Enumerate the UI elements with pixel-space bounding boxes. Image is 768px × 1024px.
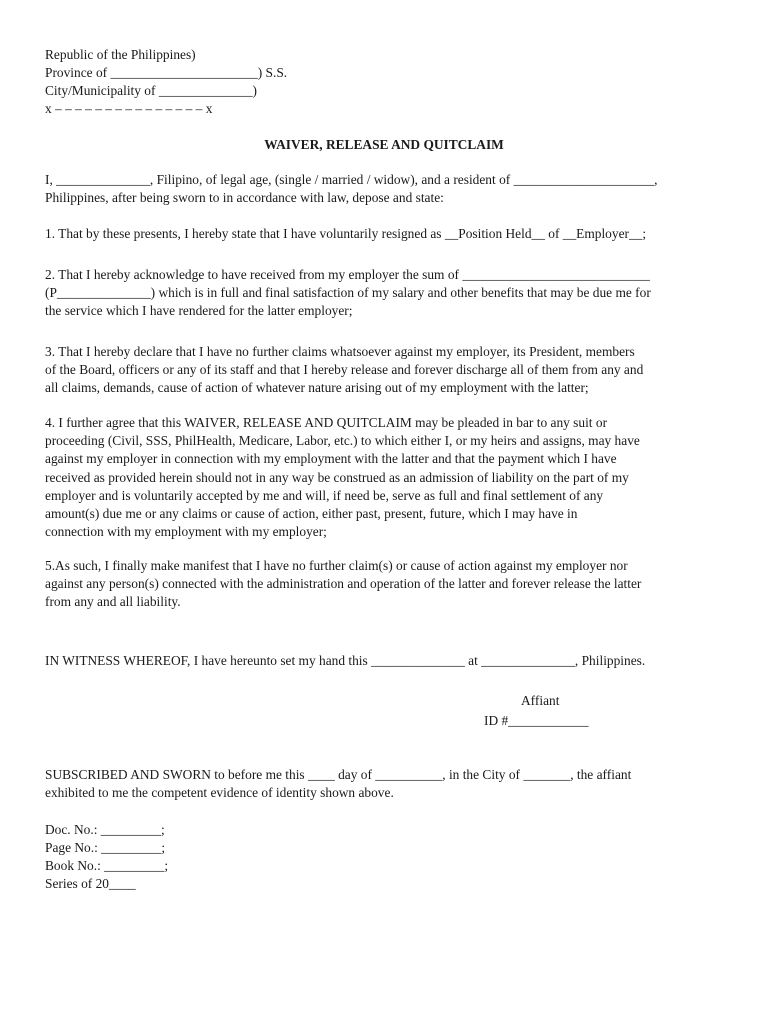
paragraph-4-line: employer and is voluntarily accepted by me and will, if need be, serve as full and final settlement of any	[45, 487, 604, 503]
paragraph-3-line: all claims, demands, cause of action of whatever nature arising out of my employment with the latter;	[45, 380, 589, 396]
witness-clause: IN WITNESS WHEREOF, I have hereunto set my hand this ______________ at ______________, Philippines.	[45, 653, 646, 668]
header-republic: Republic of the Philippines)	[45, 47, 196, 62]
paragraph-4-line: against my employer in connection with my employment with the latter and that the payment which I have	[45, 451, 617, 467]
paragraph-5-line: from any and all liability.	[45, 594, 181, 610]
header-province: Province of ______________________) S.S.	[45, 65, 288, 80]
paragraph-2	[45, 266, 725, 321]
doc-number: Doc. No.: _________;	[45, 822, 165, 837]
affiant-id-line: ID #____________	[484, 713, 589, 728]
paragraph-3-line: 3. That I hereby declare that I have no further claims whatsoever against my employer, its President, members	[45, 344, 635, 359]
page-number: Page No.: _________;	[45, 840, 166, 855]
paragraph-4-line: proceeding (Civil, SSS, PhilHealth, Medicare, Labor, etc.) to which either I, or my heirs and assigns, may have	[45, 433, 640, 449]
paragraph-5-line: 5.As such, I finally make manifest that I have no further claim(s) or cause of action against my employer nor	[45, 558, 628, 573]
paragraph-4-line: received as provided herein should not in any way be construed as an admission of liability on the part of my	[45, 469, 629, 485]
header-separator: x – – – – – – – – – – – – – – – x	[45, 101, 213, 116]
affiant-label: Affiant	[521, 693, 560, 708]
jurat-line: SUBSCRIBED AND SWORN to before me this ____ day of __________, in the City of _______, the affiant	[45, 767, 632, 782]
paragraph-3-line: of the Board, officers or any of its staff and that I hereby release and forever discharge all of them from any and	[45, 362, 644, 378]
intro-line: I, ______________, Filipino, of legal age, (single / married / widow), and a resident of _____________________,	[45, 172, 658, 187]
paragraph-4-line: 4. I further agree that this WAIVER, RELEASE AND QUITCLAIM may be pleaded in bar to any suit or	[45, 415, 608, 430]
paragraph-5	[45, 557, 725, 612]
paragraph-1	[45, 225, 725, 243]
jurat-line: exhibited to me the competent evidence of identity shown above.	[45, 785, 394, 801]
paragraph-4-line: connection with my employment with my employer;	[45, 524, 327, 540]
paragraph-3	[45, 343, 725, 398]
paragraph-2-line: (P______________) which is in full and final satisfaction of my salary and other benefits that may be due me for	[45, 285, 651, 301]
paragraph-2-line: 2. That I hereby acknowledge to have received from my employer the sum of ____________________________	[45, 267, 650, 282]
intro-line: Philippines, after being sworn to in accordance with law, depose and state:	[45, 190, 444, 206]
paragraph-5-line: against any person(s) connected with the administration and operation of the latter and forever release the latter	[45, 576, 642, 592]
paragraph-4	[45, 414, 725, 541]
series-year: Series of 20____	[45, 876, 136, 891]
paragraph-2-line: the service which I have rendered for the latter employer;	[45, 303, 353, 319]
book-number: Book No.: _________;	[45, 858, 169, 873]
jurat-paragraph	[45, 766, 725, 802]
header-city: City/Municipality of ______________)	[45, 83, 258, 98]
intro-paragraph	[45, 171, 725, 207]
paragraph-1-line: 1. That by these presents, I hereby state that I have voluntarily resigned as __Position Held__ of __Employer__;	[45, 226, 647, 241]
document-title: WAIVER, RELEASE AND QUITCLAIM	[264, 137, 504, 152]
paragraph-4-line: amount(s) due me or any claims or cause of action, either past, present, future, which I may have in	[45, 506, 578, 522]
